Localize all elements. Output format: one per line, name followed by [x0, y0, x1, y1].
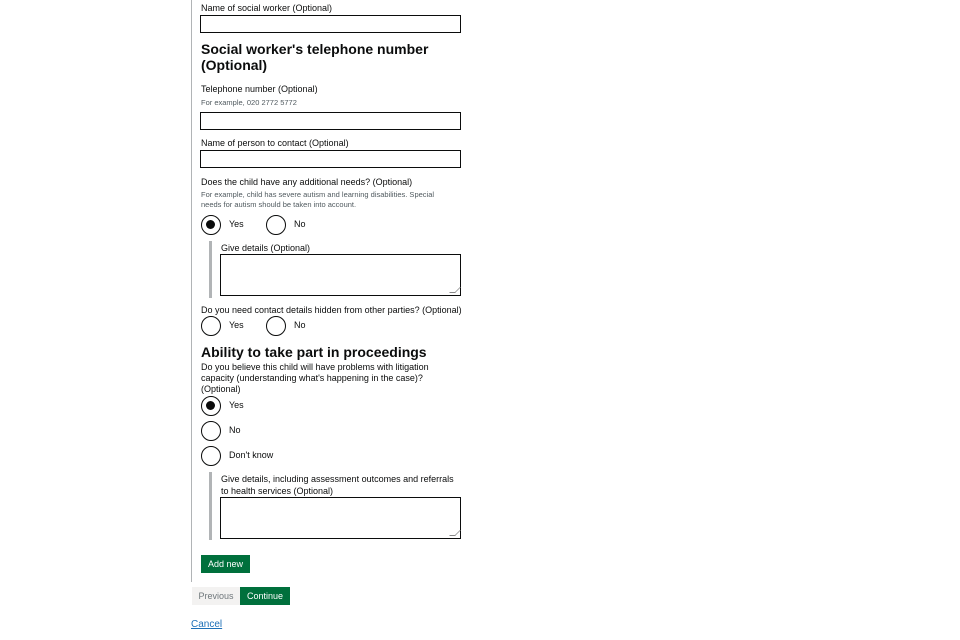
ability-question-line1: Do you believe this child will have problems with litigation — [201, 362, 429, 372]
contact-person-label: Name of person to contact (Optional) — [201, 138, 349, 148]
social-worker-name-label: Name of social worker (Optional) — [201, 3, 333, 13]
additional-needs-hint-line2: needs for autism should be taken into account. — [201, 200, 357, 209]
hidden-contact-no-radio[interactable] — [266, 316, 286, 336]
ability-yes-label[interactable]: Yes — [229, 400, 244, 410]
additional-needs-question: Does the child have any additional needs? (Optional) — [201, 177, 413, 187]
hidden-contact-question: Do you need contact details hidden from other parties? (Optional) — [201, 305, 462, 315]
add-new-button[interactable]: Add new — [201, 555, 250, 573]
previous-button[interactable]: Previous — [192, 587, 240, 605]
ability-details-label-line1: Give details, including assessment outcomes and referrals — [221, 474, 454, 484]
ability-question-line2: capacity (understanding what's happening in the case)? — [201, 373, 423, 383]
additional-needs-details-textarea[interactable] — [220, 254, 461, 296]
ability-yes-radio[interactable] — [201, 396, 221, 416]
left-border-line — [191, 0, 192, 582]
ability-question-line3: (Optional) — [201, 384, 241, 394]
telephone-heading-line2: (Optional) — [201, 57, 268, 73]
ability-inset-bar — [209, 472, 212, 540]
telephone-number-label: Telephone number (Optional) — [201, 84, 318, 94]
cancel-link[interactable]: Cancel — [191, 619, 223, 630]
telephone-number-hint: For example, 020 2772 5772 — [201, 98, 297, 107]
ability-no-radio[interactable] — [201, 421, 221, 441]
ability-dont-know-radio[interactable] — [201, 446, 221, 466]
hidden-contact-yes-label[interactable]: Yes — [229, 320, 244, 330]
additional-needs-yes-radio[interactable] — [201, 215, 221, 235]
continue-button[interactable]: Continue — [240, 587, 290, 605]
contact-person-input[interactable] — [200, 150, 461, 168]
telephone-number-input[interactable] — [200, 112, 461, 130]
ability-heading: Ability to take part in proceedings — [201, 344, 427, 360]
ability-no-label[interactable]: No — [229, 425, 241, 435]
additional-needs-no-label[interactable]: No — [294, 219, 306, 229]
hidden-contact-no-label[interactable]: No — [294, 320, 306, 330]
ability-details-textarea[interactable] — [220, 497, 461, 539]
additional-needs-inset-bar — [209, 241, 212, 298]
ability-details-label-line2: to health services (Optional) — [221, 486, 334, 496]
additional-needs-yes-label[interactable]: Yes — [229, 219, 244, 229]
additional-needs-no-radio[interactable] — [266, 215, 286, 235]
social-worker-name-input[interactable] — [200, 15, 461, 33]
additional-needs-hint-line1: For example, child has severe autism and learning disabilities. Special — [201, 190, 435, 199]
hidden-contact-yes-radio[interactable] — [201, 316, 221, 336]
ability-dont-know-label[interactable]: Don't know — [229, 450, 274, 460]
telephone-heading-line1: Social worker's telephone number — [201, 41, 429, 57]
additional-needs-details-label: Give details (Optional) — [221, 243, 311, 253]
